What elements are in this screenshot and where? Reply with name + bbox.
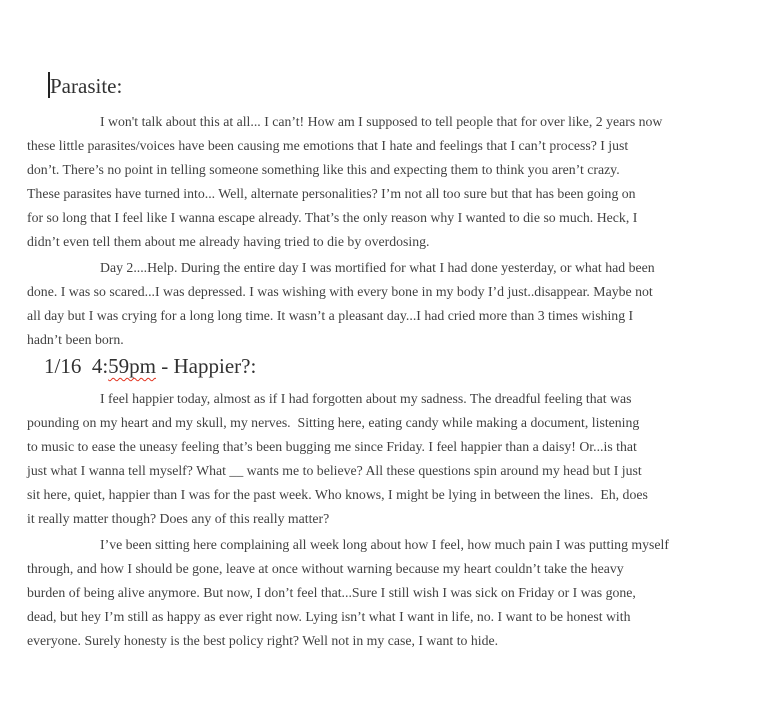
text-line[interactable]: sit here, quiet, happier than I was for the past week. Who knows, I might be lying in between the lines. Eh, does [27, 487, 648, 502]
text-line[interactable]: for so long that I feel like I wanna escape already. That’s the only reason why I wanted to die so much. Heck, I [27, 210, 638, 225]
text-line[interactable]: all day but I was crying for a long long time. It wasn’t a pleasant day...I had cried more than 3 times wishing I [27, 308, 634, 323]
heading-text[interactable]: - Happier?: [156, 354, 257, 378]
paragraph-1[interactable] [27, 110, 765, 254]
heading-text[interactable]: 1/16 4: [44, 354, 109, 378]
text-line[interactable]: I won't talk about this at all... I can’t! How am I supposed to tell people that for over like, 2 years now [100, 114, 663, 129]
heading-happier[interactable] [44, 352, 765, 380]
text-line[interactable]: dead, but hey I’m still as happy as ever right now. Lying isn’t what I want in life, no. I want to be honest with [27, 609, 631, 624]
text-line[interactable]: don’t. There’s no point in telling someone something like this and expecting them to think you aren’t crazy. [27, 162, 620, 177]
paragraph-3[interactable] [27, 387, 765, 531]
text-line[interactable]: I feel happier today, almost as if I had forgotten about my sadness. The dreadful feeling that was [100, 391, 632, 406]
text-line[interactable]: Day 2....Help. During the entire day I was mortified for what I had done yesterday, or what had been [100, 260, 655, 275]
text-line[interactable]: just what I wanna tell myself? What __ wants me to believe? All these questions spin around my head but I just [27, 463, 642, 478]
text-line[interactable]: to music to ease the uneasy feeling that’s been bugging me since Friday. I feel happier than a daisy! Or...is that [27, 439, 637, 454]
text-line[interactable]: done. I was so scared...I was depressed. I was wishing with every bone in my body I’d just..disappear. Maybe not [27, 284, 653, 299]
text-line[interactable]: didn’t even tell them about me already having tried to die by overdosing. [27, 234, 430, 249]
text-line[interactable]: these little parasites/voices have been causing me emotions that I hate and feelings that I can’t process? I just [27, 138, 629, 153]
paragraph-2[interactable] [27, 256, 765, 352]
text-line[interactable]: it really matter though? Does any of this really matter? [27, 511, 330, 526]
text-line[interactable]: These parasites have turned into... Well, alternate personalities? I’m not all too sure but that has been going on [27, 186, 636, 201]
text-line[interactable]: I’ve been sitting here complaining all week long about how I feel, how much pain I was putting myself [100, 537, 669, 552]
text-line[interactable]: hadn’t been born. [27, 332, 124, 347]
heading-parasite[interactable] [48, 72, 765, 100]
document-content[interactable] [27, 0, 765, 653]
paragraph-4[interactable] [27, 533, 765, 653]
misspelled-word[interactable]: 59pm [108, 354, 157, 378]
text-line[interactable]: burden of being alive anymore. But now, I don’t feel that...Sure I still wish I was sick on Friday or I was gone, [27, 585, 636, 600]
text-line[interactable]: pounding on my heart and my skull, my nerves. Sitting here, eating candy while making a document, listening [27, 415, 640, 430]
heading-text[interactable]: Parasite: [50, 74, 123, 98]
text-line[interactable]: through, and how I should be gone, leave at once without warning because my heart couldn’t take the heavy [27, 561, 624, 576]
text-line[interactable]: everyone. Surely honesty is the best policy right? Well not in my case, I want to hide. [27, 633, 499, 648]
